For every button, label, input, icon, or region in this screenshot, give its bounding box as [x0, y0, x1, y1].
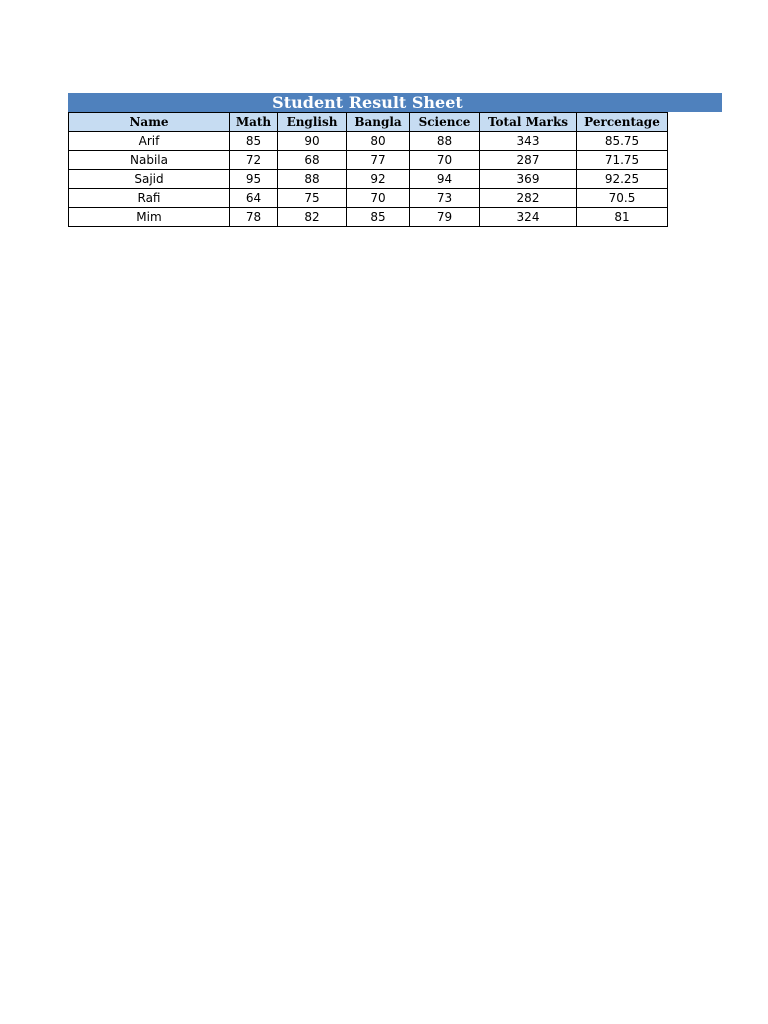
cell-math: 95 — [230, 170, 278, 189]
cell-science: 94 — [410, 170, 480, 189]
cell-math: 85 — [230, 132, 278, 151]
cell-bangla: 77 — [347, 151, 410, 170]
cell-total-marks: 282 — [480, 189, 577, 208]
cell-english: 75 — [278, 189, 347, 208]
cell-bangla: 70 — [347, 189, 410, 208]
header-math: Math — [230, 113, 278, 132]
cell-science: 79 — [410, 208, 480, 227]
result-sheet — [68, 93, 722, 227]
cell-english: 90 — [278, 132, 347, 151]
cell-name: Rafi — [69, 189, 230, 208]
header-science: Science — [410, 113, 480, 132]
cell-name: Nabila — [69, 151, 230, 170]
table-row — [69, 151, 668, 170]
cell-english: 82 — [278, 208, 347, 227]
cell-math: 72 — [230, 151, 278, 170]
header-total-marks: Total Marks — [480, 113, 577, 132]
cell-total-marks: 324 — [480, 208, 577, 227]
header-percentage: Percentage — [577, 113, 668, 132]
cell-percentage: 92.25 — [577, 170, 668, 189]
cell-percentage: 71.75 — [577, 151, 668, 170]
cell-bangla: 92 — [347, 170, 410, 189]
cell-science: 70 — [410, 151, 480, 170]
cell-english: 88 — [278, 170, 347, 189]
cell-bangla: 80 — [347, 132, 410, 151]
cell-bangla: 85 — [347, 208, 410, 227]
cell-percentage: 81 — [577, 208, 668, 227]
header-bangla: Bangla — [347, 113, 410, 132]
cell-math: 64 — [230, 189, 278, 208]
cell-science: 88 — [410, 132, 480, 151]
table-row — [69, 132, 668, 151]
results-table — [68, 112, 668, 227]
table-row — [69, 170, 668, 189]
header-row — [69, 113, 668, 132]
cell-total-marks: 343 — [480, 132, 577, 151]
cell-science: 73 — [410, 189, 480, 208]
cell-total-marks: 287 — [480, 151, 577, 170]
table-row — [69, 189, 668, 208]
header-name: Name — [69, 113, 230, 132]
cell-english: 68 — [278, 151, 347, 170]
cell-name: Arif — [69, 132, 230, 151]
cell-name: Sajid — [69, 170, 230, 189]
cell-percentage: 85.75 — [577, 132, 668, 151]
cell-percentage: 70.5 — [577, 189, 668, 208]
header-english: English — [278, 113, 347, 132]
table-row — [69, 208, 668, 227]
sheet-title-bar — [68, 93, 722, 112]
cell-math: 78 — [230, 208, 278, 227]
cell-total-marks: 369 — [480, 170, 577, 189]
sheet-title: Student Result Sheet — [272, 93, 463, 112]
cell-name: Mim — [69, 208, 230, 227]
